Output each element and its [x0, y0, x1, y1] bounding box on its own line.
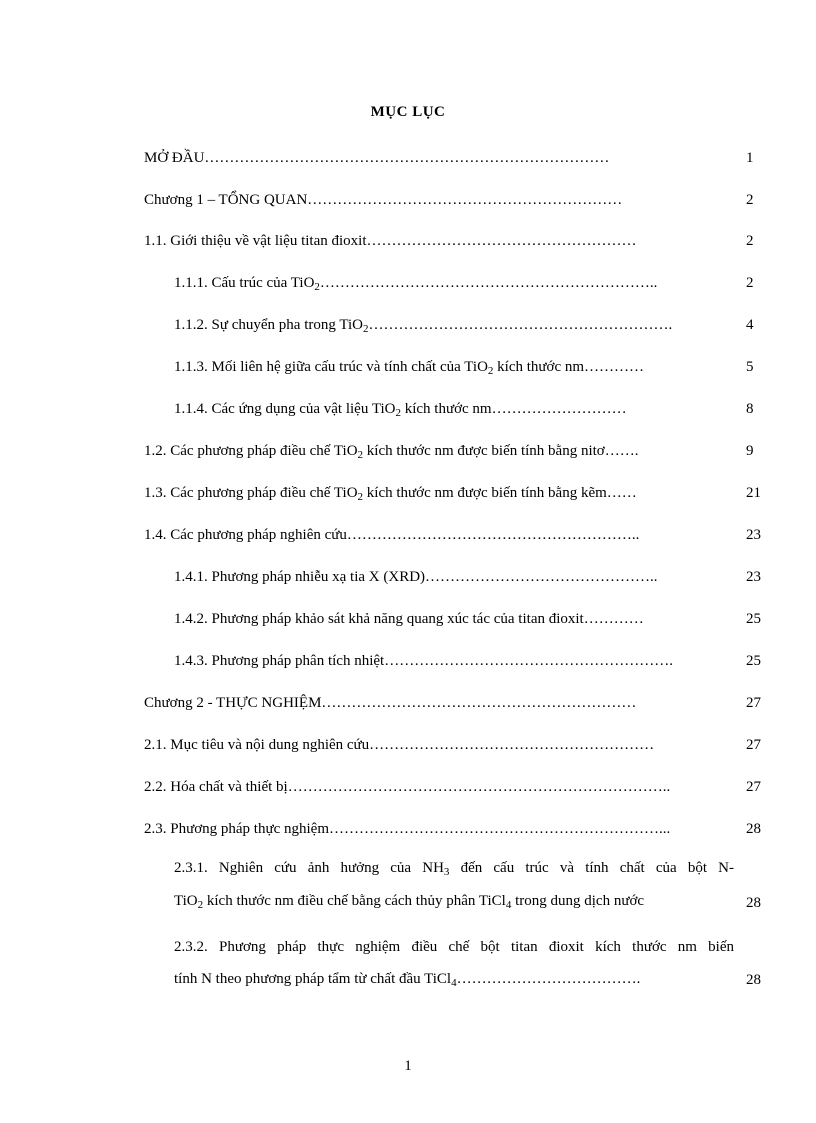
- toc-entry-title: 2.3. Phương pháp thực nghiệm…………………………………………………………...: [144, 821, 671, 837]
- toc-entry-page: 25: [746, 611, 761, 627]
- toc-entry-title: 2.1. Mục tiêu và nội dung nghiên cứu…………………………………………………: [144, 737, 655, 753]
- toc-entry-page: 9: [746, 443, 754, 459]
- toc-entry-title-line1: 2.3.1. Nghiên cứu ảnh hưởng của $NH_3$ đến cấu trúc và tính chất của bột N-: [174, 860, 734, 878]
- toc-entry-title: 1.1.2. Sự chuyển pha trong TiO$_2$…………………………………………………….: [174, 317, 673, 335]
- toc-entry-page: 4: [746, 317, 754, 333]
- page-number: 1: [404, 1058, 412, 1074]
- toc-entry-title-line2: tính N theo phương pháp tẩm từ chất đầu TiCl$_4$……………………………….: [174, 971, 641, 989]
- toc-entry-title: 1.1.4. Các ứng dụng của vật liệu TiO$_2$ kích thước nm………………………: [174, 401, 627, 419]
- toc-entry-page: 27: [746, 737, 761, 753]
- toc-entry-title: MỞ ĐẦU………………………………………………………………………: [144, 150, 610, 166]
- toc-entry-title: 1.1. Giới thiệu về vật liệu titan đioxit………………………………………………: [144, 233, 637, 249]
- toc-entry-title: Chương 1 – TỔNG QUAN………………………………………………………: [144, 192, 623, 208]
- toc-entry-title: 1.4.2. Phương pháp khảo sát khả năng quang xúc tác của titan đioxit…………: [174, 611, 644, 627]
- toc-entry-page: 28: [746, 821, 761, 837]
- toc-entry-title: 1.4.3. Phương pháp phân tích nhiệt………………………………………………….: [174, 653, 673, 669]
- toc-entry-page: 2: [746, 192, 754, 208]
- toc-entry-page: 27: [746, 695, 761, 711]
- toc-entry-page: 28: [746, 895, 761, 911]
- toc-entry-title: 1.3. Các phương pháp điều chế TiO$_2$ kích thước nm được biến tính bằng kẽm……: [144, 485, 637, 503]
- toc-entry-title: 1.2. Các phương pháp điều chế TiO$_2$ kích thước nm được biến tính bằng nitơ…….: [144, 443, 639, 461]
- toc-entry-page: 23: [746, 569, 761, 585]
- toc-entry-page: 5: [746, 359, 754, 375]
- toc-entry-title: 1.4.1. Phương pháp nhiễu xạ tia X (XRD)………………………………………..: [174, 569, 658, 585]
- page-title: MỤC LỤC: [370, 104, 446, 120]
- toc-entry-page: 1: [746, 150, 754, 166]
- toc-entry-page: 28: [746, 972, 761, 988]
- toc-entry-title: Chương 2 - THỰC NGHIỆM………………………………………………………: [144, 695, 637, 711]
- toc-entry-page: 27: [746, 779, 761, 795]
- toc-entry-page: 2: [746, 275, 754, 291]
- toc-entry-page: 25: [746, 653, 761, 669]
- toc-entry-page: 21: [746, 485, 761, 501]
- toc-entry-title-line1: 2.3.2. Phương pháp thực nghiệm điều chế bột titan đioxit kích thước nm biến: [174, 939, 734, 955]
- toc-entry-page: 23: [746, 527, 761, 543]
- toc-entry-title: 1.1.3. Mối liên hệ giữa cấu trúc và tính chất của TiO$_2$ kích thước nm…………: [174, 359, 645, 377]
- toc-entry-page: 8: [746, 401, 754, 417]
- toc-entry-title-line2: TiO$_2$ kích thước nm điều chế bằng cách thủy phân TiCl$_4$ trong dung dịch nước: [174, 893, 645, 911]
- toc-entry-page: 2: [746, 233, 754, 249]
- toc-entry-title: 1.4. Các phương pháp nghiên cứu…………………………………………………..: [144, 527, 640, 543]
- toc-entry-title: 2.2. Hóa chất và thiết bị…………………………………………………………………..: [144, 779, 671, 795]
- toc-entry-title: 1.1.1. Cấu trúc của TiO$_2$…………………………………………………………..: [174, 275, 658, 293]
